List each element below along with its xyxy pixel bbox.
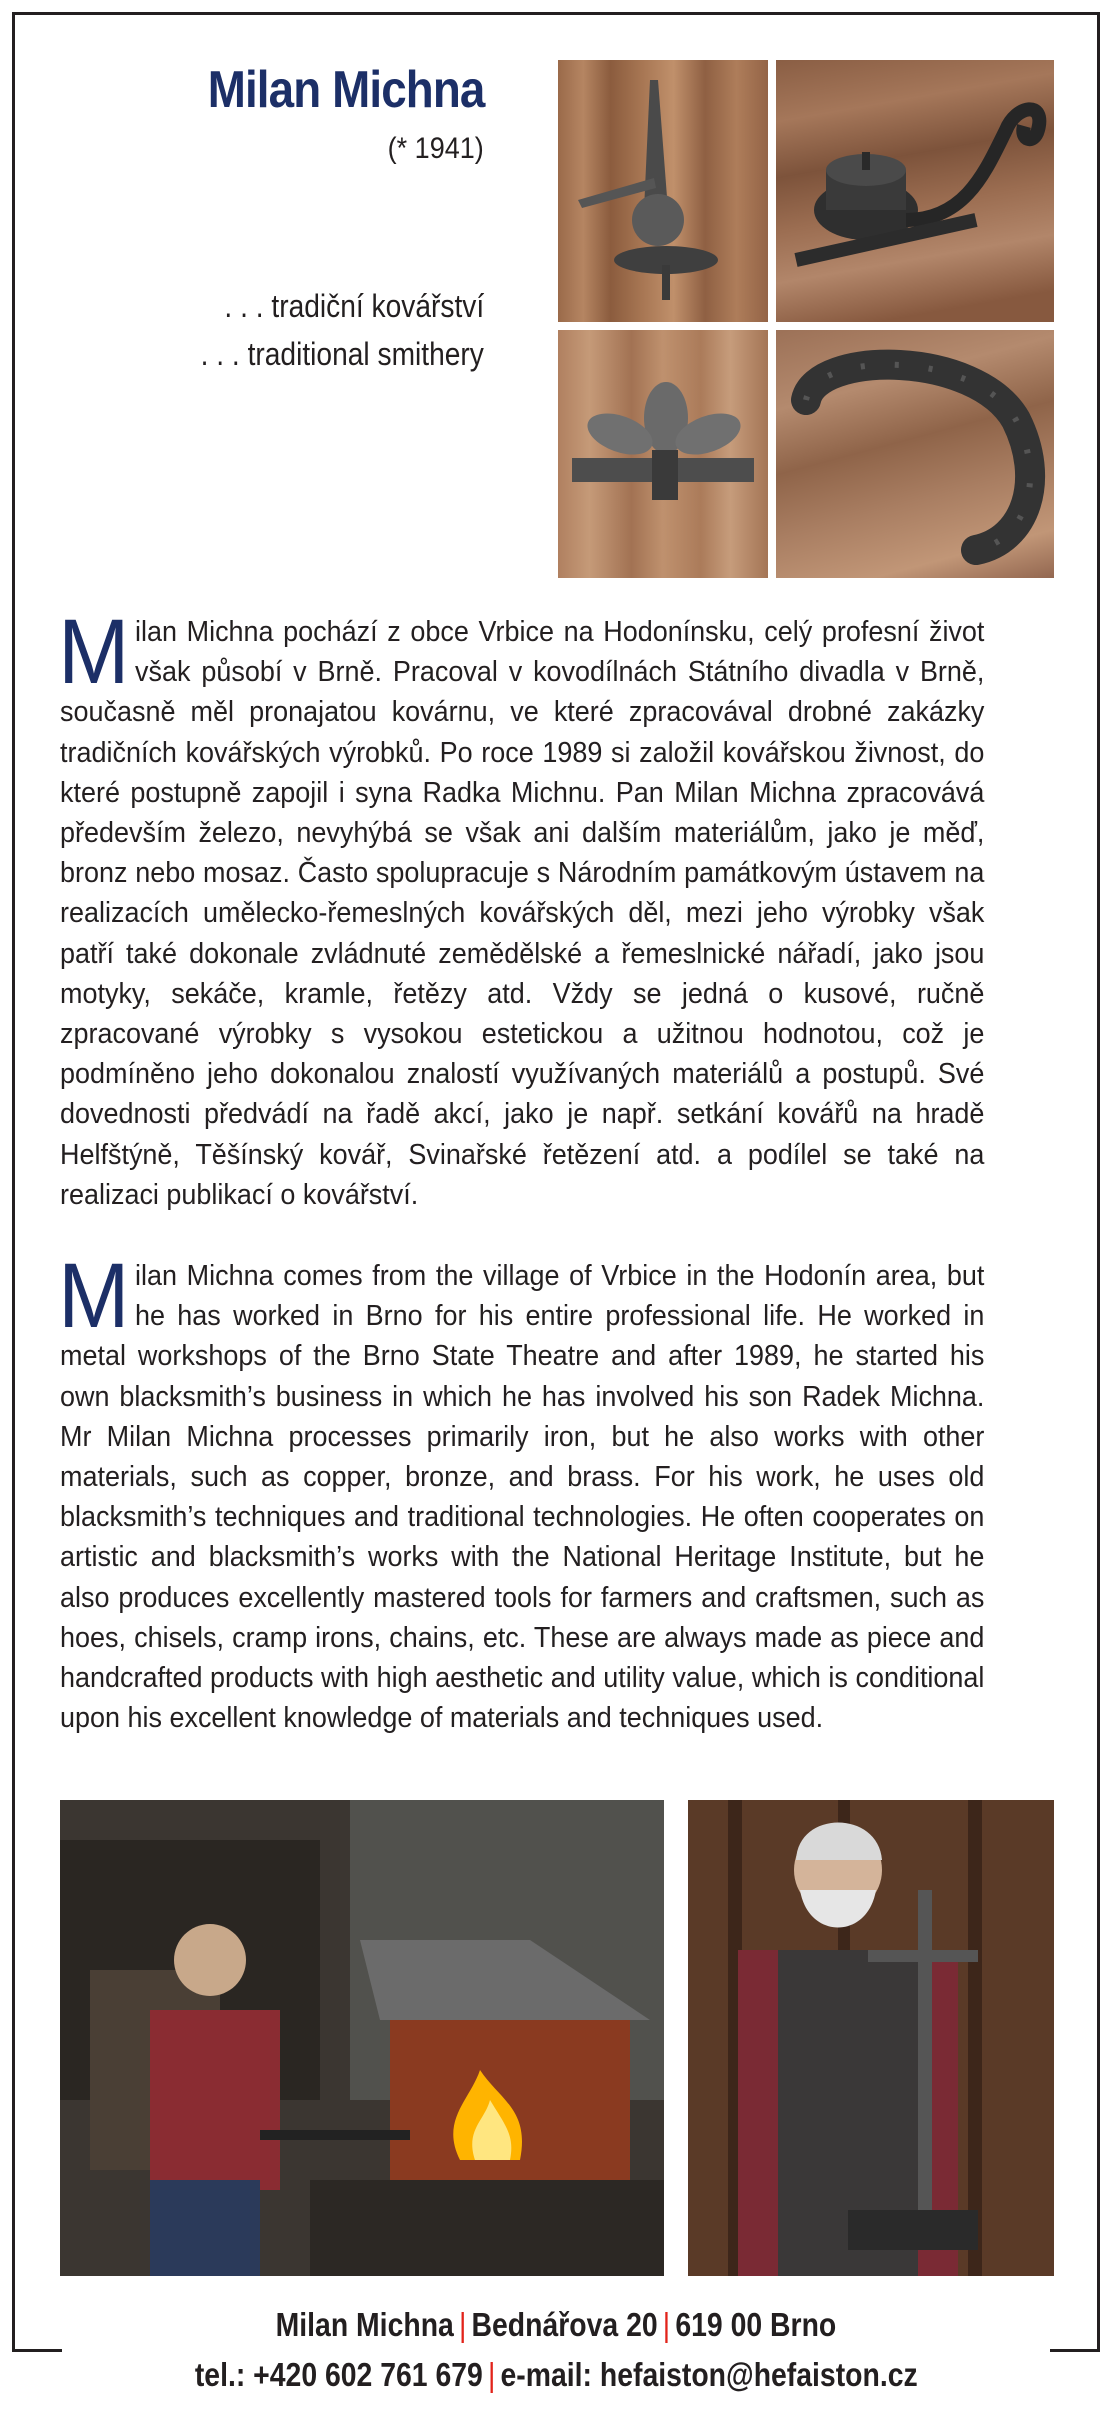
photo-blacksmith-at-forge	[60, 1800, 664, 2276]
dropcap-english: M	[58, 1245, 130, 1347]
tagline-english: . . . traditional smithery	[200, 336, 484, 372]
photo-forged-spike	[558, 60, 768, 322]
frame-corner-right	[1050, 2349, 1100, 2352]
footer-name: Milan Michna	[275, 2306, 454, 2343]
photo-horseshoe	[776, 330, 1054, 578]
forged-leaf-bracket-icon	[558, 330, 768, 578]
footer-contact	[0, 2356, 1112, 2394]
photo-leaf-bracket	[558, 330, 768, 578]
separator: |	[662, 2306, 671, 2343]
tagline-czech: . . . tradiční kovářství	[224, 288, 484, 324]
forged-candle-holder-icon	[776, 60, 1054, 322]
birth-year: (* 1941)	[387, 132, 484, 165]
footer-email[interactable]: e-mail: hefaiston@hefaiston.cz	[500, 2356, 918, 2393]
page-title: Milan Michna	[207, 61, 484, 119]
bio-english	[58, 1245, 985, 1738]
frame-corner-left	[12, 2349, 62, 2352]
footer-city: 619 00 Brno	[675, 2306, 837, 2343]
bio-czech-text: ilan Michna pochází z obce Vrbice na Hodonínsku, celý profesní život však působí v Brně. Pracoval v kovodílnách Státního divadla v Brně, současně měl pronajatou kovárnu, ve které zpracovával drobné zakázky tradičních kovářských výrobků. Po roce 1989 si založil kovářskou živnost, do které postupně zapojil i syna Radka Michnu. Pan Milan Michna zpracovává především železo, nevyhýbá se však ani dalším materiálům, jako je měď, bronz nebo mosaz. Často spolupracuje s Národním památkovým ústavem na realizacích umělecko-řemeslných kovářských děl, mezi jeho výrobky však patří také dokonale zvládnuté zemědělské a řemeslnické nářadí, jako jsou motyky, sekáče, kramle, řetězy atd. Vždy se jedná o kusové, ručně zpracované výrobky s vysokou estetickou a užitnou hodnotou, což je podmíněno jeho dokonalou znalostí využívaných materiálů a postupů. Své dovednosti předvádí na řadě akcí, jako je např. setkání kovářů na hradě Helfštýně, Těšínský kovář, Svinařské řetězení atd. a podílel se také na realizaci publikací o kovářství.	[60, 616, 985, 1211]
photo-candle-holder	[776, 60, 1054, 322]
footer-phone: tel.: +420 602 761 679	[194, 2356, 483, 2393]
bio-english-text: ilan Michna comes from the village of Vrbice in the Hodonín area, but he has worked in Brno for his entire professional life. He worked in metal workshops of the Brno State Theatre and after 1989, he started his own blacksmith’s business in which he has involved his son Radek Michna. Mr Milan Michna processes primarily iron, but he also works with other materials, such as copper, bronze, and brass. For his work, he uses old blacksmith’s techniques and traditional technologies. He often cooperates on artistic and blacksmith’s works with the National Heritage Institute, but he also produces excellently mastered tools for farmers and craftsmen, such as hoes, chisels, cramp irons, chains, etc. These are always made as piece and handcrafted products with high aesthetic and utility value, which is conditional upon his excellent knowledge of materials and techniques used.	[60, 1260, 985, 1735]
horseshoe-icon	[776, 330, 1054, 578]
separator: |	[487, 2356, 496, 2393]
footer-address	[0, 2306, 1112, 2344]
photo-blacksmith-portrait	[688, 1800, 1054, 2276]
separator: |	[459, 2306, 467, 2343]
bio-czech	[58, 601, 985, 1215]
footer-street: Bednářova 20	[471, 2306, 658, 2343]
forged-spike-icon	[558, 60, 768, 322]
dropcap-czech: M	[58, 601, 130, 703]
